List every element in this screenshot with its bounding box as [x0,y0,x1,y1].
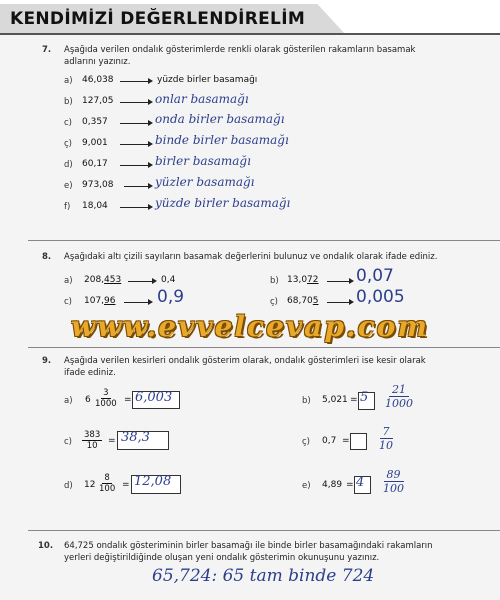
q7-item-answer: onlar basamağı [155,92,249,106]
q9-item-label: ç) [302,437,310,447]
q7-item-answer: yüzde birler basamağı [157,75,258,85]
equals-sign: = [124,395,132,405]
q8-item-label: b) [270,276,279,286]
section-title: KENDİMİZİ DEĞERLENDİRELİM [10,9,306,29]
q7-item-label: f) [64,202,71,212]
q7-item-label: a) [64,76,73,86]
equals-sign: = [350,395,358,405]
q7-number: 7. [42,45,52,55]
arrow-icon [120,81,150,82]
q7-item-value: 127,05 [82,96,114,106]
q9-text-line2: ifade ediniz. [64,368,116,378]
q9-fraction-answer [376,425,396,452]
arrow-icon [120,207,150,208]
q8-item-answer: 0,9 [157,287,185,307]
fraction-denominator: 100 [99,484,116,494]
arrow-icon [327,302,351,303]
section-divider [28,240,500,241]
q7-item-value: 9,001 [82,138,108,148]
q8-value-underlined: 72 [307,275,319,285]
fraction-denominator: 10 [86,441,98,451]
section-divider [28,347,500,348]
equals-sign: = [342,436,350,446]
q7-item-value: 46,038 [82,75,114,85]
q8-item-answer: 0,4 [161,275,176,285]
fraction-denominator: 100 [383,482,404,495]
q9-decimal: 0,7 [322,436,337,446]
fraction-denominator: 10 [379,439,393,452]
q10-text-line1: 64,725 ondalık gösteriminin birler basamağı ile binde birler basamağındaki rakamların [64,541,433,551]
q8-value-underlined: 5 [312,296,319,306]
q8-item-value [84,275,121,285]
q7-item-answer: birler basamağı [155,154,251,168]
fraction-numerator: 3 [103,388,109,398]
q8-value-prefix: 68,70 [287,296,313,306]
watermark: www.evvelcevap.com [71,310,429,343]
q8-item-answer: 0,07 [356,266,394,286]
q9-answer: 12,08 [134,474,172,489]
q8-item-value [287,296,319,306]
q7-item-label: c) [64,118,72,128]
q9-item-label: d) [64,481,73,491]
section-header [0,0,500,34]
q10-number: 10. [38,541,54,551]
q10-answer: 65,724: 65 tam binde 724 [152,566,375,586]
arrow-icon [124,302,150,303]
q9-item-label: c) [64,437,72,447]
q10-text-line2: yerleri değiştirildiğinde oluşan yeni ondalık gösterimin okunuşunu yazınız. [64,553,380,563]
fraction-denominator: 1000 [95,399,117,409]
q7-item-answer: yüzler basamağı [155,175,255,189]
arrow-icon [120,144,150,145]
q7-item-value: 18,04 [82,201,108,211]
q8-value-prefix: 208, [84,275,105,285]
q9-fraction-answer [380,468,407,495]
q7-item-label: e) [64,181,73,191]
fraction-denominator: 1000 [385,397,413,410]
q7-item-label: ç) [64,139,72,149]
q8-item-value [84,296,116,306]
q7-text-line2: adlarını yazınız. [64,57,131,67]
q8-item-label: c) [64,297,72,307]
q7-item-answer: binde birler basamağı [155,133,289,147]
q7-item-label: d) [64,160,73,170]
fraction-numerator: 383 [84,430,101,440]
q7-item-answer: onda birler basamağı [155,112,285,126]
q8-value-prefix: 13,0 [287,275,308,285]
q7-text-line1: Aşağıda verilen ondalık gösterimlerde renkli olarak gösterilen rakamların basamak [64,45,416,55]
q8-text: Aşağıdaki altı çizili sayıların basamak değerlerini bulunuz ve ondalık olarak ifade ediniz. [64,252,438,262]
q7-item-value: 60,17 [82,159,108,169]
arrow-icon [327,281,351,282]
q9-fraction [97,473,117,494]
equals-sign: = [122,480,130,490]
q7-item-value: 973,08 [82,180,114,190]
q8-item-value [287,275,319,285]
q9-item-label: b) [302,396,311,406]
q7-item-value: 0,357 [82,117,108,127]
q9-whole-answer: 4 [356,475,365,490]
q8-item-label: a) [64,276,73,286]
arrow-icon [120,165,150,166]
equals-sign: = [346,480,354,490]
fraction-numerator: 7 [380,425,393,439]
arrow-icon [120,102,150,103]
arrow-icon [120,123,150,124]
q8-item-label: ç) [270,297,278,307]
q9-number: 9. [42,356,52,366]
q7-item-answer: yüzde birler basamağı [155,196,291,210]
q9-item-label: e) [302,481,311,491]
fraction-numerator: 21 [389,383,409,397]
q9-fraction [82,430,102,451]
q9-item-label: a) [64,396,73,406]
equals-sign: = [108,436,116,446]
q9-whole-answer: 5 [360,390,369,405]
q8-number: 8. [42,252,52,262]
q8-value-underlined: 453 [104,275,122,285]
q9-whole: 12 [84,480,96,490]
q8-value-prefix: 107, [84,296,105,306]
q9-answer: 38,3 [121,430,150,445]
q9-text-line1: Aşağıda verilen kesirleri ondalık gösterim olarak, ondalık gösterimleri ise kesir olarak [64,356,426,366]
q9-answer: 6,003 [135,390,173,405]
q9-whole: 6 [85,395,91,405]
q9-decimal: 4,89 [322,480,343,490]
arrow-icon [124,186,150,187]
q8-item-answer: 0,005 [356,287,405,307]
q9-fraction-answer [382,383,416,410]
q9-fraction [93,388,119,409]
q8-value-underlined: 96 [104,296,116,306]
fraction-numerator: 89 [384,468,404,482]
header-underline [0,33,500,35]
section-divider [28,530,500,531]
q9-decimal: 5,021 [322,395,348,405]
q7-item-label: b) [64,97,73,107]
answer-box [350,433,367,450]
fraction-numerator: 8 [104,473,110,483]
arrow-icon [128,281,154,282]
